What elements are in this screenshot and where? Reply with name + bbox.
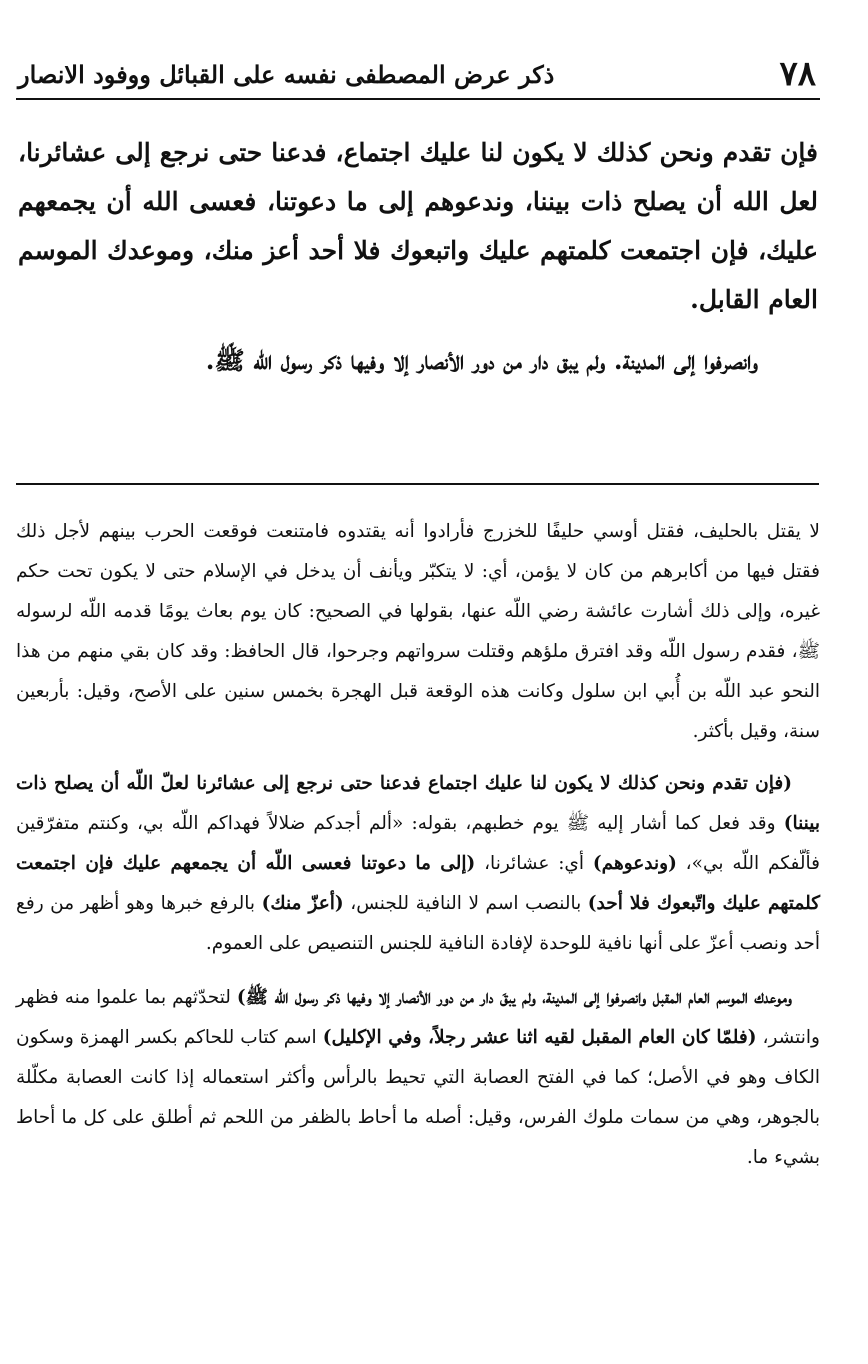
page-number: ٧٨	[779, 54, 816, 94]
explanation-text: اسم كتاب للحاكم بكسر الهمزة وسكون الكاف وهو في الأصل؛ كما في الفتح العصابة التي تحيط بالرأس وأكثر استعماله إذا كانت العصابة مكلّلة بالجوهر، وهي من سمات ملوك الفرس، وقيل: أصله ما أحاط بالظفر من اللحم ثم أطلق على كل ما أحاط بشيء ما.	[16, 1027, 820, 1168]
explanation-text: وقد فعل كما أشار إليه ﷺ يوم خطبهم، بقوله: «ألم أجدكم ضلالاً فهداكم اللّه بي، وكنتم متفرّقين فألّفكم اللّه بي»،	[16, 813, 820, 874]
commentary	[16, 512, 820, 1178]
commentary-paragraph-1: لا يقتل بالحليف، فقتل أوسي حليفًا للخزرج فأرادوا أنه يقتدوه فامتنعت فوقعت الحرب بينهم لأجل ذلك فقتل فيها من أكابرهم من كان لا يؤمن، أي: لا يتكبّر ويأنف أن يدخل في الإسلام حتى لا يكون تحت حكم غيره، وإلى ذلك أشارت عائشة رضي اللّه عنها، بقولها في الصحيح: كان يوم بعاث يومًا قدمه اللّه لرسوله ﷺ، فقدم رسول اللّه وقد افترق ملؤهم وقتلت سرواتهم وجرحوا، قال الحافظ: وقد كان بقي منهم من هذا النحو عبد اللّه بن أُبي ابن سلول وكانت هذه الوقعة قبل الهجرة بخمس سنين على الأصح، وقيل: بأربعين سنة، وقيل بأكثر.	[16, 521, 820, 742]
quoted-text: (أعزّ منك)	[261, 893, 344, 914]
explanation-text: بالرفع خبرها وهو أظهر من رفع أحد ونصب أعزّ على أنها نافية للوحدة لإفادة النافية للجنس التنصيص على العموم.	[16, 893, 820, 954]
explanation-text: أي: عشائرنا،	[475, 853, 593, 874]
explanation-text: لتحدّثهم بما علموا منه فظهر وانتشر،	[16, 987, 820, 1048]
quoted-text: (وندعوهم)	[592, 853, 677, 874]
quoted-text: (فلمّا كان العام المقبل لقيه اثنا عشر رجلاً، وفي الإكليل)	[322, 1027, 757, 1048]
footnote-divider	[16, 483, 819, 485]
page-header	[16, 54, 820, 100]
explanation-text: بالنصب اسم لا النافية للجنس،	[343, 893, 588, 914]
quoted-text: (إلى ما دعوتنا فعسى اللّه أن يجمعهم عليك فإن اجتمعت كلمتهم عليك واتّبعوك فلا أحد)	[16, 853, 821, 914]
commentary-paragraph-2	[16, 764, 820, 964]
quoted-text: وموعدك الموسم العام المقبل وانصرفوا إلى المدينة، ولم يبقَ دار من دور الأنصار إلا وفيها ذكر رسول اللّه ﷺ)	[236, 987, 792, 1008]
running-title: ذكر عرض المصطفى نفسه على القبائل ووفود الانصار	[18, 60, 555, 89]
main-paragraph-2: وانصرفوا إلى المدينة. ولم يبق دار من دور الأنصار إلا وفيها ذكر رسول الله ﷺ.	[205, 346, 758, 375]
commentary-paragraph-3	[16, 978, 820, 1178]
main-paragraph-1: فإن تقدم ونحن كذلك لا يكون لنا عليك اجتماع، فدعنا حتى نرجع إلى عشائرنا، لعل الله أن يصلح ذات بيننا، وندعوهم إلى ما دعوتنا، فعسى الله أن يجمعهم عليك، فإن اجتمعت كلمتهم عليك واتبعوك فلا أحد أعز منك، وموعدك الموسم العام القابل.	[18, 138, 818, 314]
main-text	[18, 128, 818, 385]
quoted-text: (فإن تقدم ونحن كذلك لا يكون لنا عليك اجتماع فدعنا حتى نرجع إلى عشائرنا لعلّ اللّه أن يصلح ذات بيننا)	[16, 773, 820, 834]
